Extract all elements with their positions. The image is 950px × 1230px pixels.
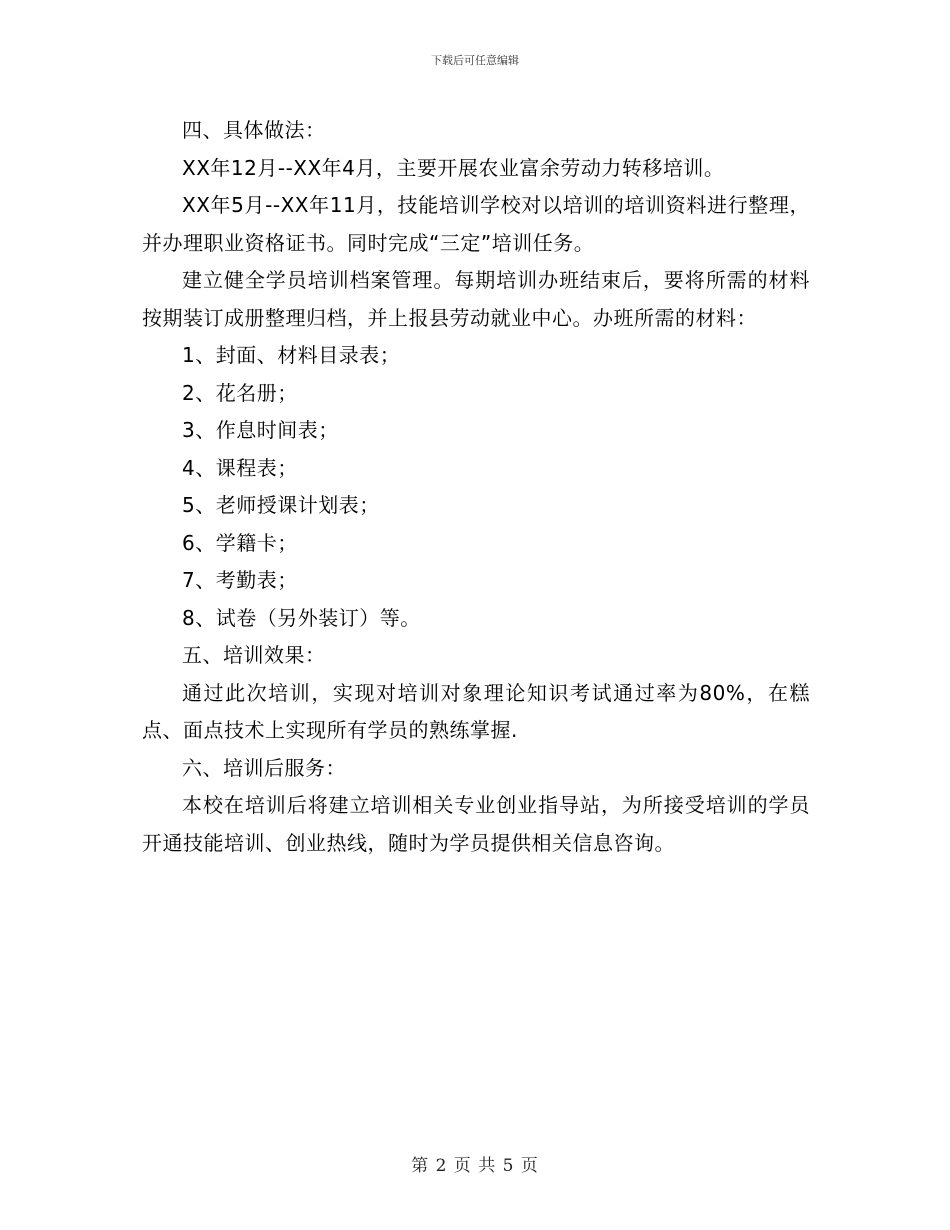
paragraph-archive-management: 建立健全学员培训档案管理。每期培训办班结束后，要将所需的材料按期装订成册整理归档，并上报县劳动就业中心。办班所需的材料： [142, 268, 810, 330]
section-heading-services: 六、培训后服务： [182, 755, 346, 780]
paragraph-services: 本校在培训后将建立培训相关专业创业指导站，为所接受培训的学员开通技能培训、创业热线，随时为学员提供相关信息咨询。 [142, 793, 810, 855]
list-item: 1、封面、材料目录表； [182, 343, 401, 367]
list-item: 7、考勤表； [182, 568, 298, 592]
page-header [0, 54, 950, 68]
document-body [142, 112, 810, 862]
header-note: 下载后可任意编辑 [431, 54, 519, 67]
list-item: 6、学籍卡； [182, 530, 298, 555]
list-item: 8、试卷（另外装订）等。 [182, 605, 421, 630]
section-heading-effects: 五、培训效果： [182, 643, 326, 667]
page-footer [0, 1156, 950, 1176]
list-item: 5、老师授课计划表； [182, 493, 380, 517]
paragraph-schedule-1: XX年12月--XX年4月，主要开展农业富余劳动力转移培训。 [182, 155, 725, 180]
section-heading-methods: 四、具体做法： [182, 118, 326, 142]
list-item: 3、作息时间表； [182, 418, 339, 442]
paragraph-effects: 通过此次培训，实现对培训对象理论知识考试通过率为80%，在糕点、面点技术上实现所有学员的熟练掌握. [142, 680, 810, 742]
list-item: 4、课程表； [182, 455, 298, 480]
page-number: 第 2 页 共 5 页 [411, 1156, 539, 1176]
paragraph-schedule-2: XX年5月--XX年11月，技能培训学校对以培训的培训资料进行整理，并办理职业资格证书。同时完成“三定”培训任务。 [142, 193, 810, 255]
list-item: 2、花名册； [182, 380, 298, 405]
